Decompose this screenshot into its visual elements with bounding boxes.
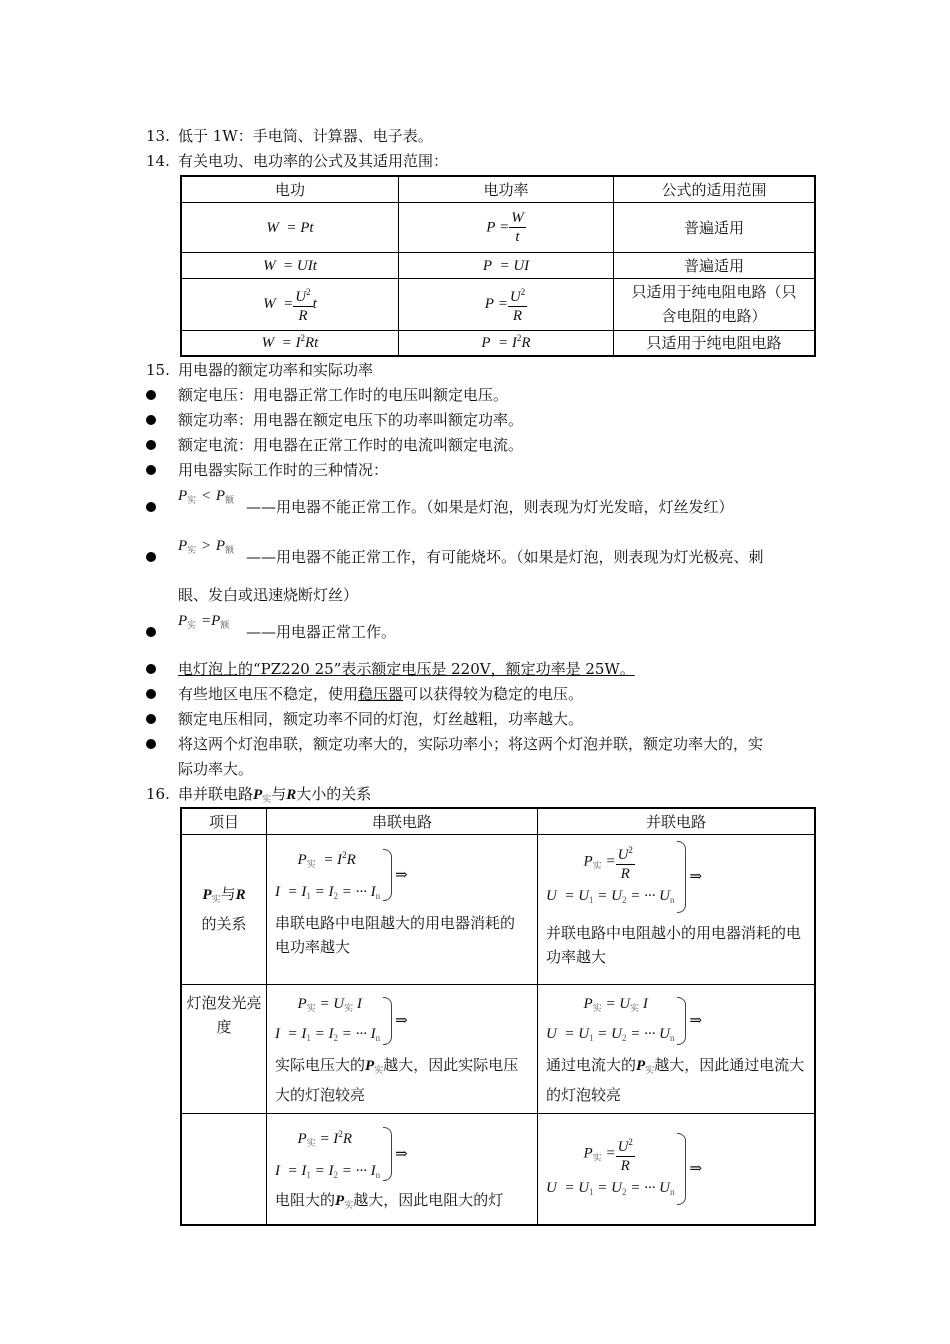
row-label: 灯泡发光亮度	[181, 984, 267, 1113]
header-cell: 电功	[181, 176, 399, 202]
brace-icon	[677, 841, 686, 913]
cell-text: 并联电路中电阻越小的用电器消耗的电功率越大	[546, 923, 802, 966]
formula-group: $P_实$ = $\frac{U^2}{R}$ $U = U_1 = U_2$ = ··· $U_n\Rightarrow$	[546, 1133, 806, 1205]
item-text: 低于 1W：手电筒、计算器、电子表。	[178, 127, 433, 145]
bullet-icon	[146, 465, 156, 475]
header-cell: 串联电路	[267, 808, 538, 834]
bullet-icon	[146, 552, 156, 562]
formula-cell: W = Pt	[181, 202, 399, 252]
item-15	[146, 358, 820, 383]
series-cell	[267, 834, 538, 984]
item-number: 14.	[146, 152, 170, 170]
formula: $P_实 > P_额$	[178, 538, 235, 556]
bullet-icon	[146, 502, 156, 512]
cell-text: 电阻大的$P_实$越大，因此电阻大的灯	[275, 1190, 504, 1211]
formula-group: $P_实 = U_实$ I $I = I_1 = I_2$ = ··· $I_n\Rightarrow$	[275, 995, 408, 1043]
scope-cell: 普遍适用	[614, 252, 816, 278]
scope-cell	[614, 278, 816, 330]
formula-group: $P_实 = I^2R$ $I = I_1 = I_2$ = ··· $I_n\Rightarrow$	[275, 1128, 408, 1180]
cell-text: 通过电流大的$P_实$越大，因此通过电流大的灯泡较亮	[546, 1055, 805, 1104]
item-text: 用电器的额定功率和实际功率	[178, 361, 374, 379]
case-text: ——用电器不能正常工作，有可能烧坏。（如果是灯泡，则表现为灯光极亮、刺	[246, 548, 764, 566]
formula-group: $P_实 = U_实$ I $U = U_1 = U_2$ = ··· $U_n\Rightarrow$	[546, 995, 703, 1043]
header-cell: 公式的适用范围	[614, 176, 816, 202]
formula-cell: P = $\frac{U^2}{R}$	[399, 278, 614, 330]
formula-group: $P_实 = I^2R$ $I = I_1 = I_2$ = ··· $I_n\Rightarrow$	[275, 849, 408, 901]
row-label	[181, 1113, 267, 1225]
formula: $P_实 < P_额$	[178, 488, 235, 506]
series-cell	[267, 1113, 538, 1225]
brace-icon	[383, 849, 392, 901]
cell-text: 串联电路中电阻越大的用电器消耗的电功率越大	[275, 913, 516, 956]
brace-icon	[677, 1133, 686, 1205]
case-text: ——用电器不能正常工作。（如果是灯泡，则表现为灯光发暗，灯丝发红）	[246, 498, 734, 516]
arrow-icon: ⇒	[689, 866, 703, 885]
item-text: 有关电功、电功率的公式及其适用范围：	[178, 152, 449, 170]
item-number: 16.	[146, 785, 170, 803]
bullet-icon	[146, 627, 156, 637]
formula-cell: W = $\frac{U^2}{R}$ t	[181, 278, 399, 330]
brace-icon	[383, 997, 392, 1045]
cell-text: 实际电压大的$P_实$越大，因此实际电压大的灯泡较亮	[275, 1055, 519, 1104]
bullet-icon	[146, 390, 156, 400]
relation-table	[180, 807, 816, 1226]
formula-group: $P_实$ = $\frac{U^2}{R}$ $U = U_1 = U_2$ = ··· $U_n\Rightarrow$	[546, 841, 806, 921]
arrow-icon: ⇒	[395, 865, 408, 883]
case-text-continued: 眼、发白或迅速烧断灯丝）	[178, 586, 359, 604]
bullet-icon	[146, 714, 156, 724]
scope-cell: 只适用于纯电阻电路	[614, 330, 816, 356]
parallel-cell	[538, 834, 816, 984]
formula-cell: P = UI	[399, 252, 614, 278]
item-number: 13.	[146, 127, 170, 145]
arrow-icon: ⇒	[689, 1010, 703, 1029]
bullet-icon	[146, 689, 156, 699]
brace-icon	[383, 1127, 392, 1181]
bullet-icon	[146, 440, 156, 450]
bullet-icon	[146, 739, 156, 749]
arrow-icon: ⇒	[395, 1010, 408, 1029]
scope-line: 含电阻的电路）	[661, 307, 767, 325]
formula-cell: P = $\frac{W}{t}$	[399, 202, 614, 252]
case-text: ——用电器正常工作。	[246, 623, 397, 641]
item-16: 16. 串并联电路$P_实$与R大小的关系	[146, 782, 820, 813]
header-cell: 并联电路	[538, 808, 816, 834]
parallel-cell	[538, 1113, 816, 1225]
brace-icon	[677, 997, 686, 1045]
bullet-icon	[146, 415, 156, 425]
item-14	[146, 149, 820, 174]
bullet-text-continued: 际功率大。	[178, 760, 254, 778]
series-cell	[267, 984, 538, 1113]
header-cell: 电功率	[399, 176, 614, 202]
scope-cell: 普遍适用	[614, 202, 816, 252]
header-cell: 项目	[181, 808, 267, 834]
item-13	[146, 124, 820, 149]
formula-table	[180, 175, 816, 357]
parallel-cell	[538, 984, 816, 1113]
row-label: $P_实$与R 的关系	[181, 834, 267, 984]
arrow-icon: ⇒	[689, 1158, 703, 1177]
formula: $P_实 =P_额$	[178, 613, 230, 631]
underlined-term: 稳压器	[358, 685, 404, 703]
formula-cell: $W = I^2Rt$	[181, 330, 399, 356]
bullet-icon	[146, 664, 156, 674]
item-number: 15.	[146, 361, 170, 379]
formula-cell: W = UIt	[181, 252, 399, 278]
formula-cell: $P = I^2R$	[399, 330, 614, 356]
arrow-icon: ⇒	[395, 1144, 408, 1162]
scope-line: 只适用于纯电阻电路（只	[631, 283, 797, 301]
